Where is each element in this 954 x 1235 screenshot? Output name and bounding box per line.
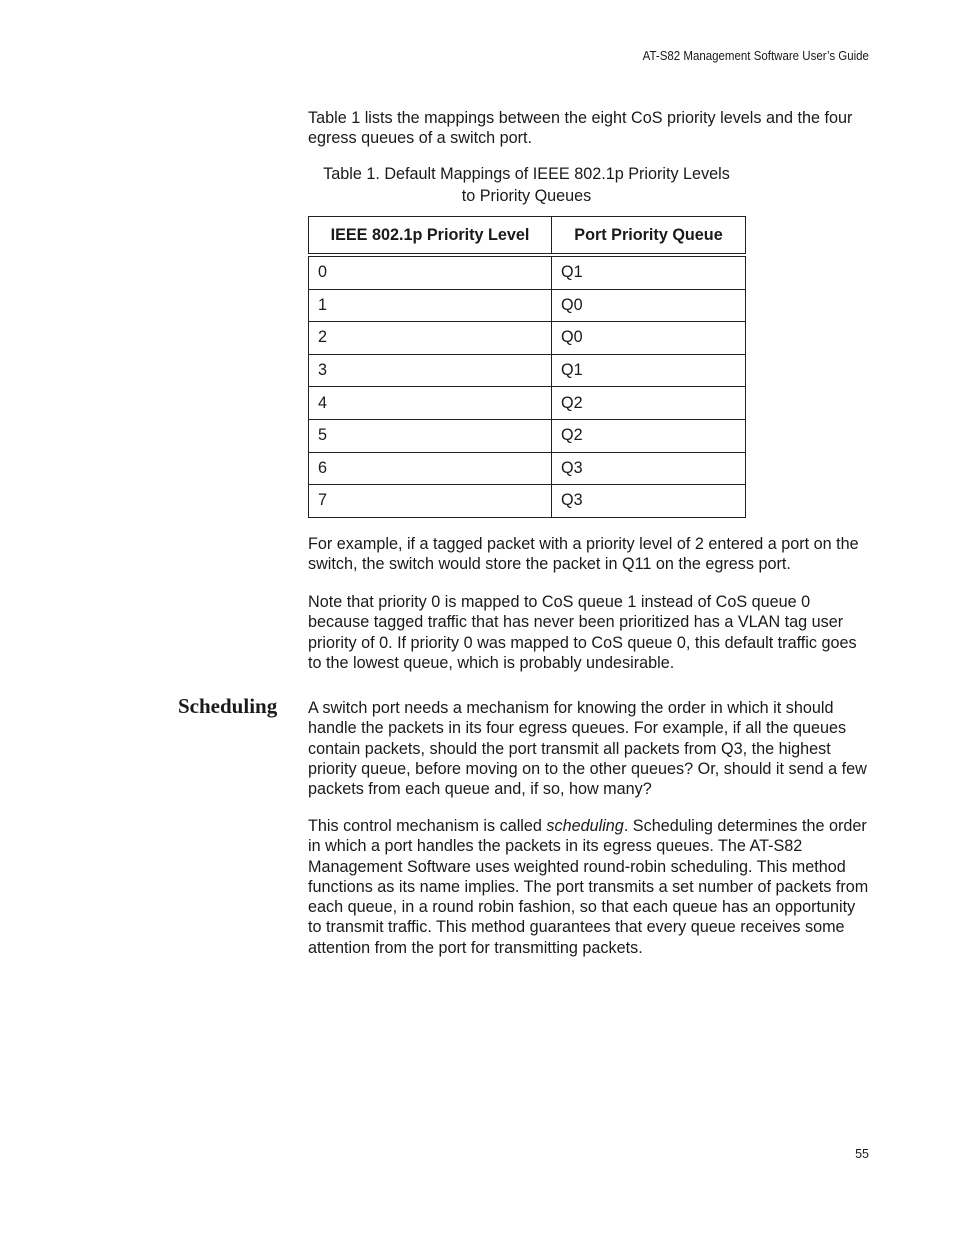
queue-cell: Q0 [552,322,746,355]
section-heading-scheduling: Scheduling [178,694,278,718]
table-caption-line2: to Priority Queues [461,186,592,205]
priority-level-cell: 4 [309,387,552,420]
queue-cell: Q1 [552,354,746,387]
queue-cell: Q2 [552,419,746,452]
priority-level-cell: 7 [309,485,552,518]
table-row [309,255,746,289]
queue-cell: Q3 [552,452,746,485]
page-number: 55 [855,1147,869,1161]
priority-level-cell: 5 [309,419,552,452]
note-text: Note that priority 0 is mapped to CoS queue 1 instead of CoS queue 0 because tagged traffic that has never been prioritized has a VLAN tag user priority of 0. If priority 0 was mapped to CoS queue 0, this default traffic goes to the lowest queue, which is probably undesirable. [308,593,857,672]
priority-level-cell: 2 [309,322,552,355]
scheduling-text-1: A switch port needs a mechanism for knowing the order in which it should handle the packets in its four egress queues. For example, if all the queues contain packets, should the port transmit all packets from Q3, the highest priority queue, before moving on to the other queues? Or, should it send a few packets from each queue and, if so, how many? [308,699,867,799]
scheduling-text-2 [308,816,870,958]
table-row [309,452,746,485]
intro-text: Table 1 lists the mappings between the eight CoS priority levels and the four egress queues of a switch port. [308,109,853,148]
intro-paragraph [308,108,870,149]
table-row [309,419,746,452]
running-header: AT-S82 Management Software User’s Guide [642,49,869,63]
priority-level-cell: 0 [309,255,552,289]
table-row [309,289,746,322]
table-caption-line1: Table 1. Default Mappings of IEEE 802.1p Priority Levels [323,165,730,183]
priority-mapping-table [308,216,746,518]
queue-cell: Q3 [552,485,746,518]
queue-cell: Q2 [552,387,746,420]
example-paragraph [308,534,870,575]
table-header-row [309,217,746,256]
scheduling-text-2-lead: This control mechanism is called [308,817,547,835]
priority-level-cell: 1 [309,289,552,322]
column-header-priority-level: IEEE 802.1p Priority Level [309,217,552,256]
queue-cell: Q1 [552,255,746,289]
table-row [309,485,746,518]
scheduling-text-2-rest: . Scheduling determines the order in which a port handles the packets in its egress queues. The AT-S82 Management Software uses weighted round-robin scheduling. This method functions as its name implies. The port transmits a set number of packets from each queue, in a round robin fashion, so that each queue has an opportunity to transmit traffic. This method guarantees that every queue receives some attention from the port for transmitting packets. [308,817,869,957]
queue-cell: Q0 [552,289,746,322]
table-row [309,387,746,420]
table-caption [308,164,745,207]
table-row [309,354,746,387]
example-text: For example, if a tagged packet with a priority level of 2 entered a port on the switch, the switch would store the packet in Q11 on the egress port. [308,535,859,574]
priority-level-cell: 3 [309,354,552,387]
column-header-port-queue: Port Priority Queue [552,217,746,256]
scheduling-paragraph-2 [308,816,870,958]
scheduling-paragraph-1 [308,698,870,799]
note-paragraph [308,592,870,673]
scheduling-term: scheduling [546,817,624,835]
table-row [309,322,746,355]
priority-level-cell: 6 [309,452,552,485]
